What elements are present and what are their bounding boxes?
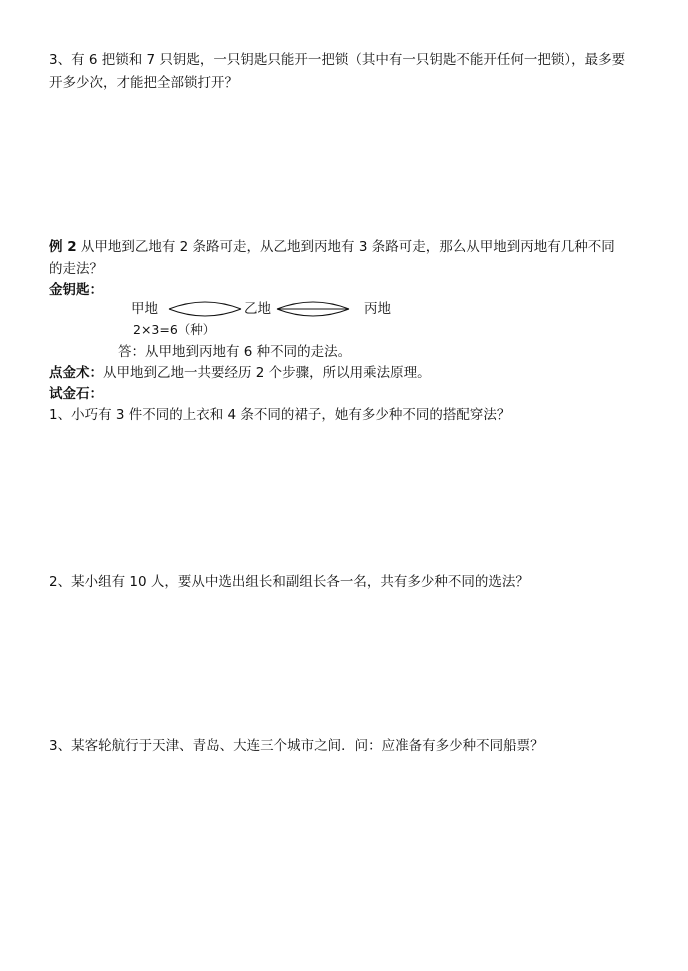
route-b-c-3 [277, 309, 349, 316]
place-a-label: 甲地 [131, 301, 158, 317]
gold-tip-label: 点金术： [49, 365, 103, 381]
exercise-2: 2、某小组有 10 人，要从中选出组长和副组长各一名，共有多少种不同的选法？ [49, 574, 529, 590]
routes-b-to-c [277, 302, 349, 316]
route-b-c-1 [277, 302, 349, 309]
exercise-3: 3、某客轮航行于天津、青岛、大连三个城市之间．问：应准备有多少种不同船票？ [49, 738, 544, 754]
gold-tip-text: 从甲地到乙地一共要经历 2 个步骤，所以用乘法原理。 [103, 365, 431, 381]
example-2-text: 从甲地到乙地有 2 条路可走，从乙地到丙地有 3 条路可走，那么从甲地到丙地有几种不同 [76, 239, 615, 255]
answer-text: 答：从甲地到丙地有 6 种不同的走法。 [118, 344, 352, 360]
exercise-1: 1、小巧有 3 件不同的上衣和 4 条不同的裙子，她有多少种不同的搭配穿法？ [49, 407, 511, 423]
place-b-label: 乙地 [244, 301, 271, 317]
example-2-label: 例 2 [49, 239, 77, 255]
place-c-label: 丙地 [364, 301, 391, 317]
routes-a-to-b [169, 302, 241, 316]
gold-tip-line [49, 364, 431, 382]
touchstone-label: 试金石： [49, 386, 103, 402]
route-a-b-1 [169, 302, 241, 309]
calculation: 2×3=6（种） [133, 322, 216, 337]
problem-3-line-1: 3、有 6 把锁和 7 只钥匙，一只钥匙只能开一把锁（其中有一只钥匙不能开任何一把锁），最多要 [49, 52, 626, 68]
problem-3-line-2: 开多少次，才能把全部锁打开？ [49, 75, 238, 91]
route-a-b-2 [169, 309, 241, 316]
example-2-line-2: 的走法？ [49, 261, 103, 277]
golden-key-label: 金钥匙： [49, 282, 103, 298]
